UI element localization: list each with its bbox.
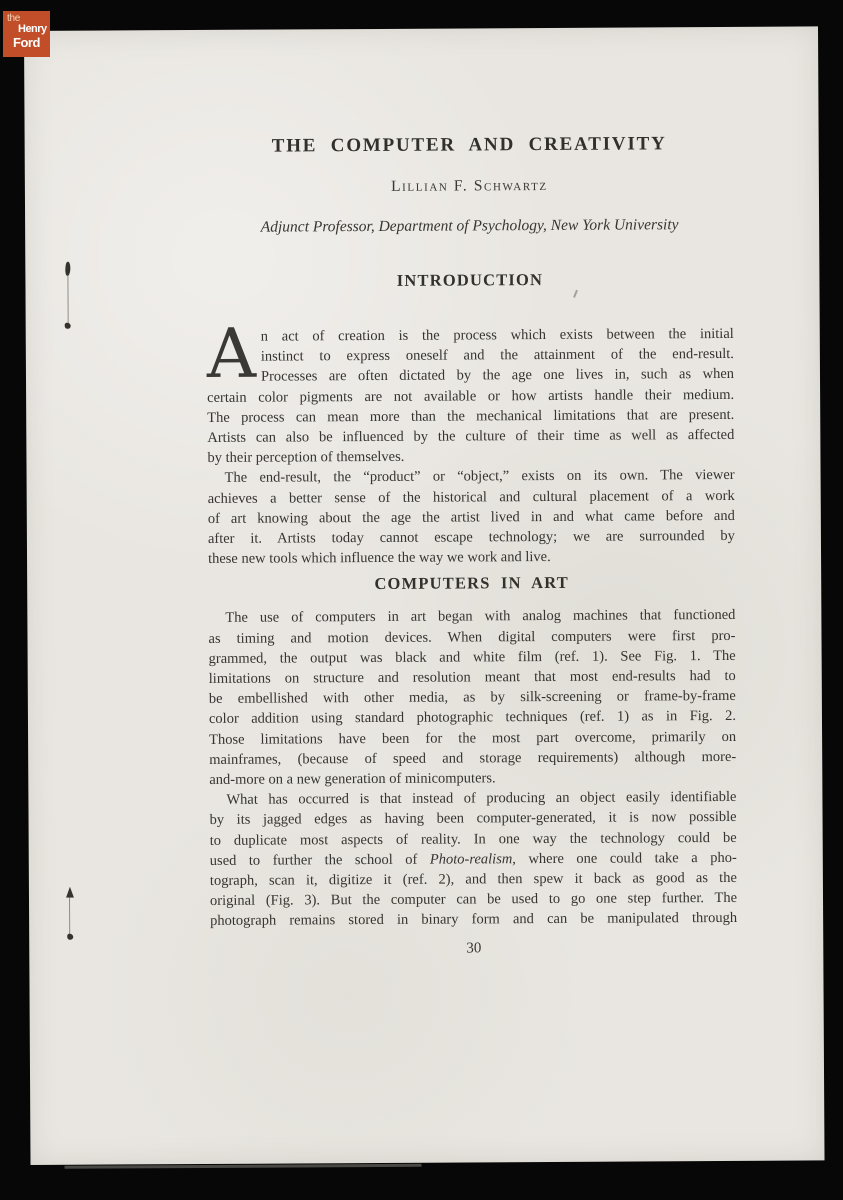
text-line: tograph, scan it, digitize it (ref. 2), and then spew it back as good as the <box>209 869 737 890</box>
staple-shaft <box>69 897 70 935</box>
text-line: Those limitations have been for the most part overcome, primarily on <box>209 728 737 748</box>
text-line: after it. Artists today cannot escape technology; we are surrounded by <box>207 527 735 547</box>
logo-the-text: the <box>7 13 21 24</box>
author-affiliation: Adjunct Professor, Department of Psychology, New York University <box>260 216 679 236</box>
staple-foot <box>67 934 73 940</box>
henry-ford-logo <box>3 11 50 57</box>
text-line: The use of computers in art began with analog machines that functioned <box>225 607 736 627</box>
text-line: be embellished with other media, as by silk-screening or frame-by-frame <box>208 688 736 708</box>
italic-term: Photo-realism, <box>429 851 516 868</box>
text-line: The process can mean more than the mechanical limitations that are present. <box>207 406 735 426</box>
staple-mark-bottom <box>66 887 74 943</box>
section-heading-computers-in-art: COMPUTERS IN ART <box>374 573 570 594</box>
drop-cap: A <box>206 314 257 394</box>
text-line: as timing and motion devices. When digital computers were first pro- <box>208 627 736 647</box>
text-line: n act of creation is the process which exists between the initial <box>260 325 734 345</box>
text-line: limitations on structure and resolution meant that most end-results had to <box>208 667 736 687</box>
text-line: Artists can also be influenced by the culture of their time as well as affected <box>207 426 735 446</box>
text-line: instinct to express oneself and the attainment of the end-result. <box>260 346 734 365</box>
text-line: mainframes, (because of speed and storage requirements) although more- <box>209 748 737 768</box>
text-line: What has occurred is that instead of producing an object easily identifiable <box>226 789 737 809</box>
text-line: by its jagged edges as having been computer-generated, it is now possible <box>209 809 737 829</box>
page-title: THE COMPUTER AND CREATIVITY <box>271 133 667 157</box>
text-line: and-more on a new generation of minicomputers. <box>209 770 496 789</box>
logo-henry-text: Henry <box>18 23 47 35</box>
text-segment: used to further the school of <box>209 851 430 869</box>
scan-speck <box>573 290 578 298</box>
text-line: these new tools which influence the way we work and live. <box>207 549 551 568</box>
body-text-column <box>206 314 738 960</box>
logo-ford-text: Ford <box>13 35 40 50</box>
section-heading-introduction: INTRODUCTION <box>396 270 544 290</box>
staple-foot <box>65 323 71 329</box>
text-line: original (Fig. 3). But the computer can be used to go one step further. The <box>209 890 738 910</box>
text-line: of art knowing about the age the artist lived in and what came before and <box>207 507 735 527</box>
text-line: grammed, the output was black and white film (ref. 1). See Fig. 1. The <box>208 647 736 667</box>
text-line: achieves a better sense of the historical and cultural placement of a work <box>207 487 735 507</box>
text-line: color addition using standard photographic techniques (ref. 1) as in Fig. 2. <box>208 708 737 728</box>
text-line: Processes are often dictated by the age one lives in, such as when <box>260 366 735 386</box>
scanned-page <box>24 26 825 1165</box>
text-line: certain color pigments are not available or how artists handle their medium. <box>207 386 735 406</box>
text-line: The end-result, the “product” or “object,” exists on its own. The viewer <box>224 467 735 487</box>
staple-shaft <box>67 275 68 325</box>
text-line: to duplicate most aspects of reality. In one way the technology could be <box>209 829 737 849</box>
staple-mark-top <box>64 262 72 334</box>
text-line: photograph remains stored in binary form and can be manipulated through <box>210 910 738 930</box>
text-segment: where one could take a pho- <box>515 849 737 868</box>
text-line: by their perception of themselves. <box>207 449 405 467</box>
page-number: 30 <box>466 940 482 957</box>
author-name: Lillian F. Schwartz <box>391 176 548 195</box>
